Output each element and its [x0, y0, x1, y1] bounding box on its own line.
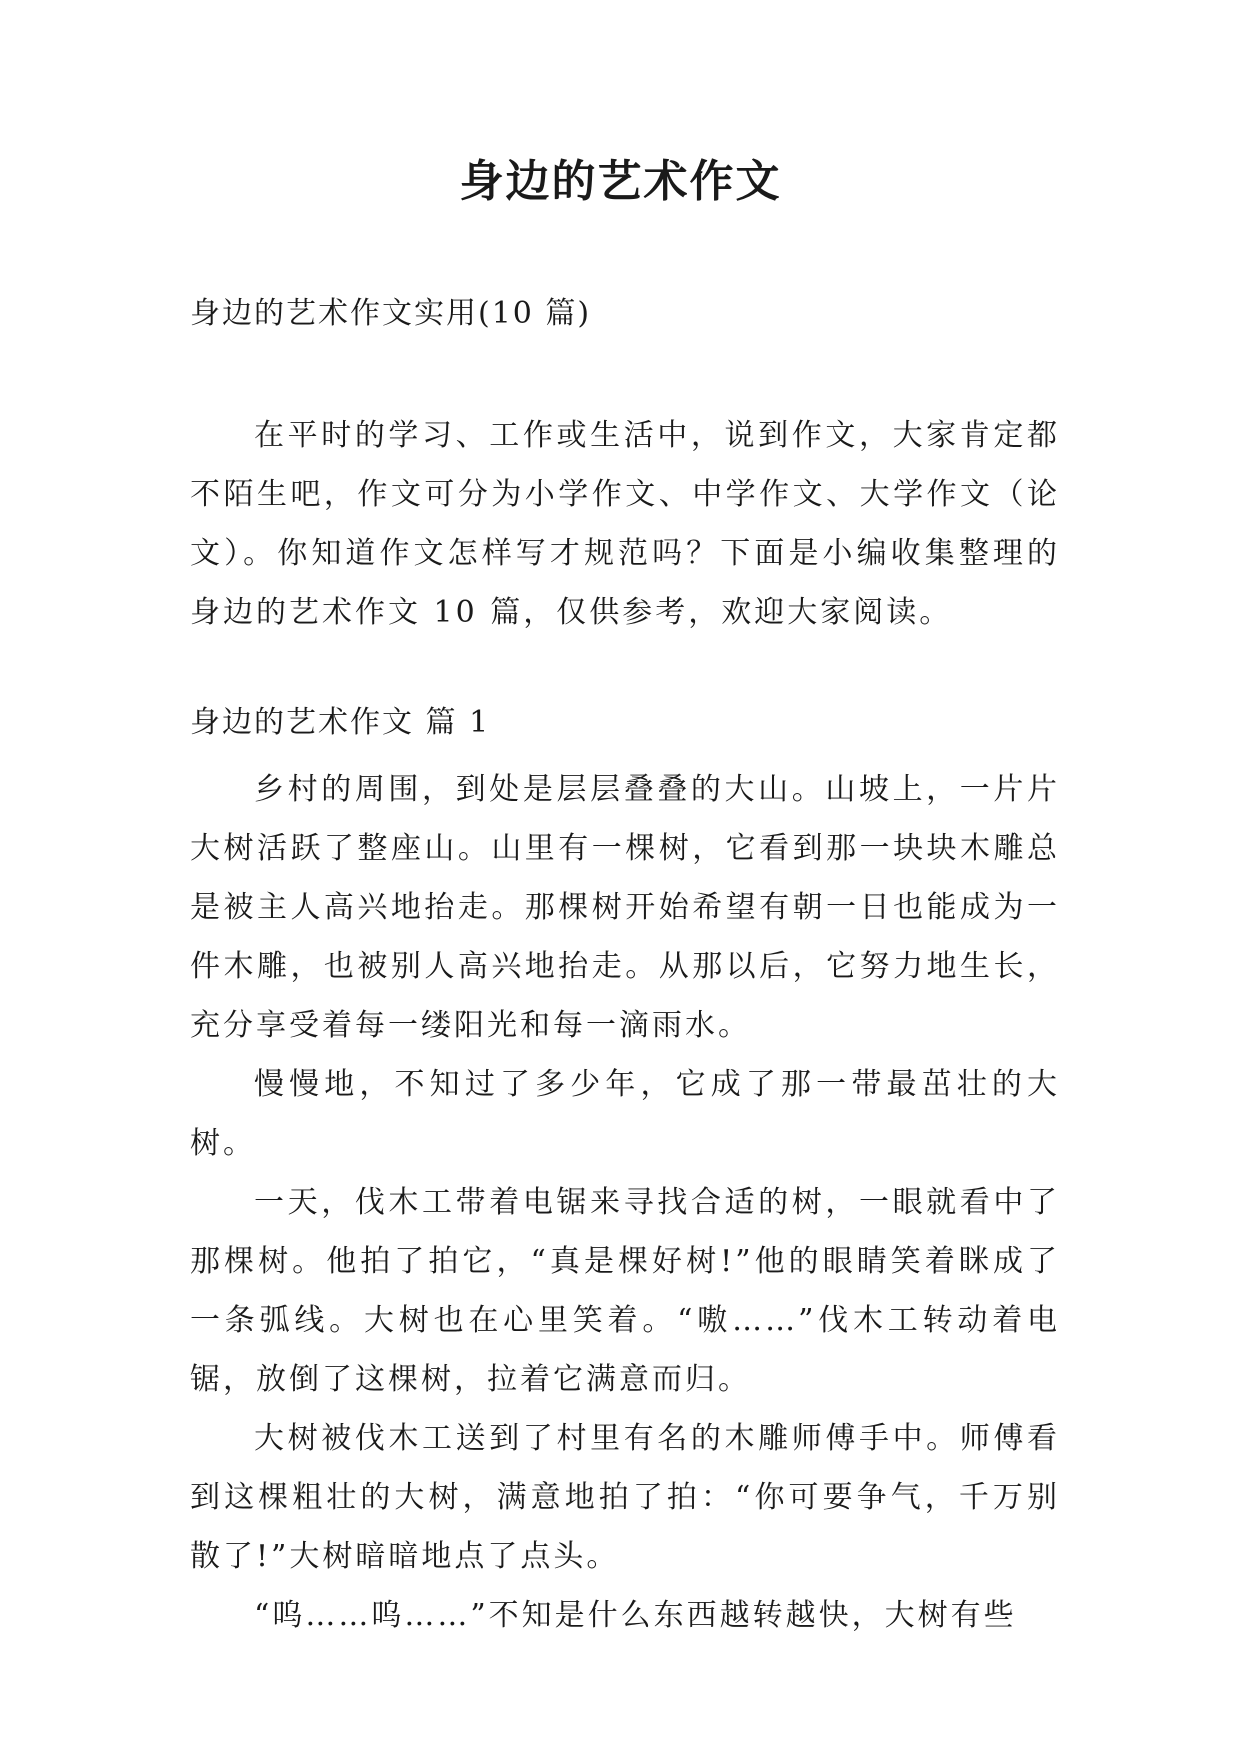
essay-paragraph: 慢慢地，不知过了多少年，它成了那一带最茁壮的大树。 — [190, 1067, 1060, 1161]
section-heading: 身边的艺术作文 篇 1 — [190, 705, 491, 740]
essay-body — [190, 760, 1060, 1645]
intro-paragraph: 在平时的学习、工作或生活中，说到作文，大家肯定都不陌生吧，作文可分为小学作文、中学作文、大学作文（论文）。你知道作文怎样写才规范吗？下面是小编收集整理的身边的艺术作文 10 篇，仅供参考，欢迎大家阅读。 — [190, 418, 1060, 630]
essay-paragraph: “呜……呜……”不知是什么东西越转越快，大树有些 — [254, 1598, 1017, 1633]
essay-paragraph: 大树被伐木工送到了村里有名的木雕师傅手中。师傅看到这棵粗壮的大树，满意地拍了拍：“你可要争气，千万别散了!”大树暗暗地点了点头。 — [190, 1421, 1060, 1574]
essay-paragraph: 一天，伐木工带着电锯来寻找合适的树，一眼就看中了那棵树。他拍了拍它，“真是棵好树!”他的眼睛笑着眯成了一条弧线。大树也在心里笑着。“嗷……”伐木工转动着电锯，放倒了这棵树，拉着它满意而归。 — [190, 1185, 1060, 1397]
document-title: 身边的艺术作文 — [459, 156, 782, 207]
essay-paragraph: 乡村的周围，到处是层层叠叠的大山。山坡上，一片片大树活跃了整座山。山里有一棵树，它看到那一块块木雕总是被主人高兴地抬走。那棵树开始希望有朝一日也能成为一件木雕，也被别人高兴地抬走。从那以后，它努力地生长，充分享受着每一缕阳光和每一滴雨水。 — [190, 772, 1060, 1043]
document-subtitle: 身边的艺术作文实用(10 篇) — [190, 296, 592, 331]
